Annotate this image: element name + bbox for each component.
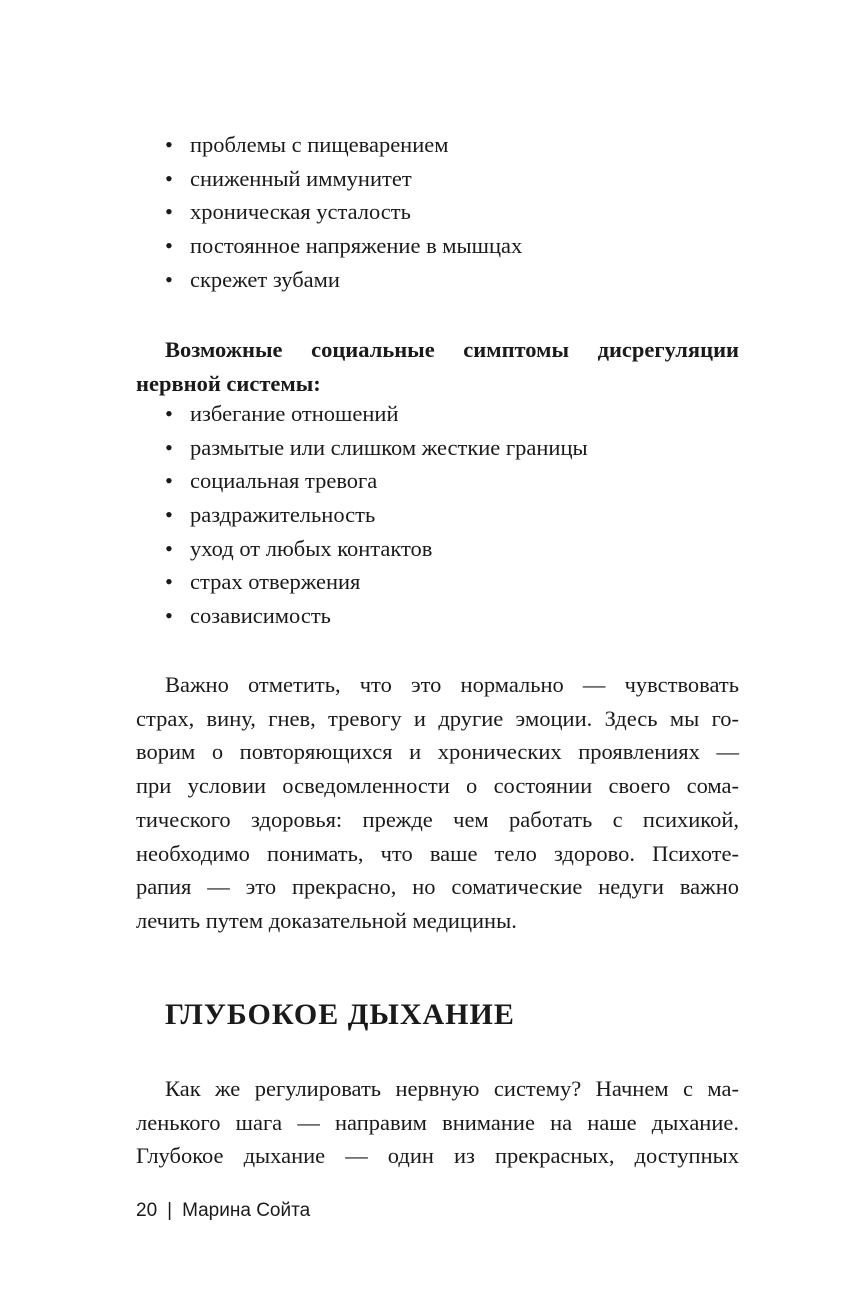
bullet-icon: • [165, 165, 173, 191]
bullet-icon: • [165, 199, 173, 225]
list-item: • избегание отношений [165, 397, 745, 431]
list-item: • социальная тревога [165, 464, 745, 498]
footer-separator: | [167, 1200, 173, 1221]
page-footer [136, 1200, 310, 1222]
author-name: Марина Сойта [182, 1200, 311, 1221]
bullet-icon: • [165, 468, 173, 494]
page-number: 20 [136, 1200, 158, 1221]
bullet-icon: • [165, 535, 173, 561]
bullet-icon: • [165, 603, 173, 629]
physical-symptoms-list [165, 128, 745, 296]
list-item: • хроническая усталость [165, 195, 745, 229]
bullet-icon: • [165, 401, 173, 426]
bullet-icon: • [165, 434, 173, 460]
list-item: • страх отвержения [165, 565, 745, 599]
section-title: ГЛУБОКОЕ ДЫХАНИЕ [165, 998, 515, 1031]
bullet-icon: • [165, 502, 173, 528]
bullet-icon: • [165, 266, 173, 292]
bullet-icon: • [165, 569, 173, 595]
list-item: • уход от любых контактов [165, 532, 745, 566]
bullet-icon: • [165, 233, 173, 259]
list-item: • размытые или слишком жесткие границы [165, 431, 745, 465]
bullet-icon: • [165, 132, 173, 157]
list-item: • созависимость [165, 599, 745, 633]
list-item: • постоянное напряжение в мышцах [165, 229, 745, 263]
social-symptoms-list [165, 397, 745, 633]
body-paragraph-2: Как же регулировать нервную систему? Начнем с ма- ленького шага — направим внимание на наше дыхание. Глубокое дыхание — один из прекрасных, доступных [136, 1076, 739, 1169]
body-paragraph-1: Важно отметить, что это нормально — чувствовать страх, вину, гнев, тревогу и другие эмоции. Здесь мы го- ворим о повторяющихся и хронических проявлениях — при условии осведомленности о состоянии своего сома- тического здоровья: прежде чем работать с психикой, необходимо понимать, что ваше тело здорово. Психоте- рапия — это прекрасно, но соматические недуги важно лечить путем доказательной медицины. [136, 672, 739, 933]
list-item: • раздражительность [165, 498, 745, 532]
social-symptoms-heading: Возможные социальные симптомы дисрегуляции нервной системы: [136, 337, 739, 396]
list-item: • проблемы с пищеварением [165, 128, 745, 162]
list-item: • скрежет зубами [165, 263, 745, 297]
list-item: • сниженный иммунитет [165, 162, 745, 196]
